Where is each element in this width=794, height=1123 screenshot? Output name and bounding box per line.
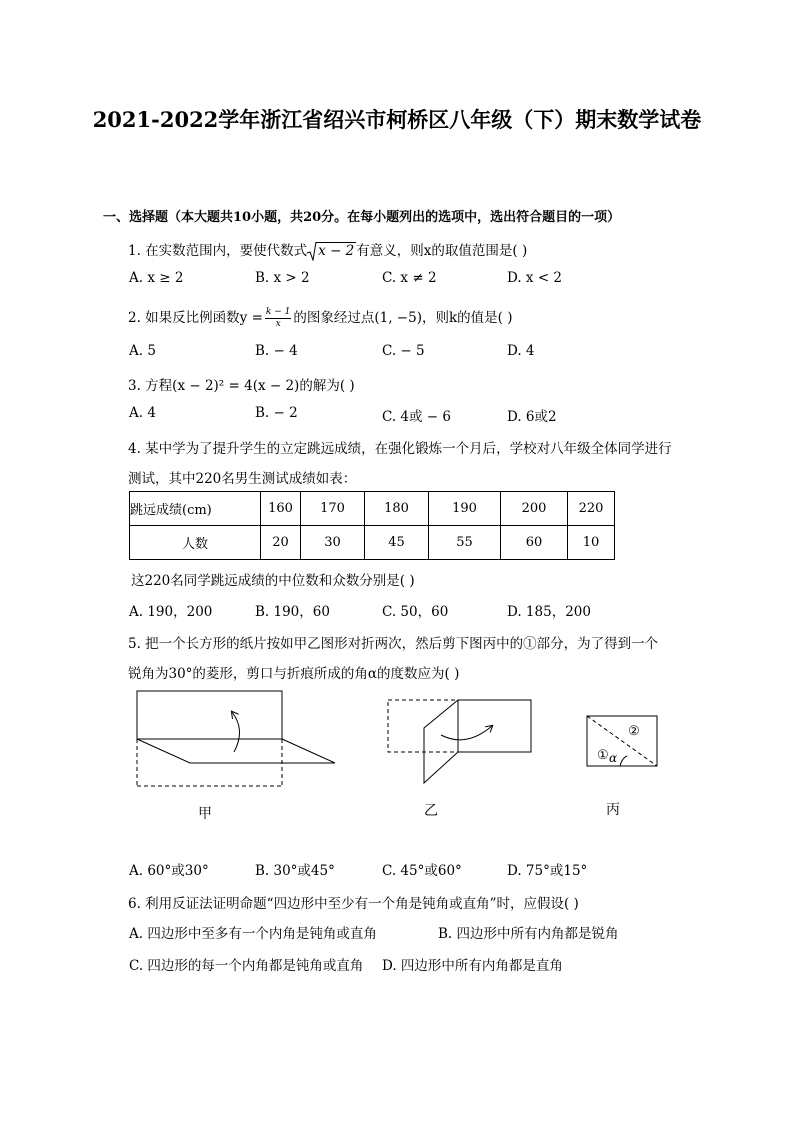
question-4-line2: 测试，其中220名男生测试成绩如表：: [128, 471, 357, 487]
table-cell: 10: [568, 526, 615, 560]
q5-option-c[interactable]: C. 45°或60°: [382, 863, 462, 879]
q1-option-b[interactable]: B. x > 2: [255, 270, 310, 286]
table-cell: 160: [261, 492, 301, 526]
question-4-ask: 这220名同学跳远成绩的中位数和众数分别是( ): [131, 573, 415, 589]
table-cell: 60: [501, 526, 568, 560]
q4-option-b[interactable]: B. 190，60: [255, 604, 330, 620]
table-row-label: 人数: [130, 526, 261, 560]
q1-option-c[interactable]: C. x ≠ 2: [382, 270, 437, 286]
question-4-line1: 4. 某中学为了提升学生的立定跳远成绩，在强化锻炼一个月后，学校对八年级全体同学进行: [128, 441, 672, 457]
table-cell: 55: [429, 526, 501, 560]
table-cell: 200: [501, 492, 568, 526]
q2-option-a[interactable]: A. 5: [129, 343, 156, 359]
figure-label-bing: 丙: [606, 802, 620, 818]
question-5-line1: 5. 把一个长方形的纸片按如甲乙图形对折两次，然后剪下图丙中的①部分，为了得到一个: [128, 636, 659, 652]
q2-stem-b: 的图象经过点(1, −5)，则k的值是( ): [293, 310, 513, 326]
q5-option-b[interactable]: B. 30°或45°: [255, 863, 335, 879]
q6-option-c[interactable]: C. 四边形的每一个内角都是钝角或直角: [129, 958, 364, 974]
q3-option-c[interactable]: C. 4或 − 6: [382, 409, 452, 425]
figure-jia: [137, 691, 335, 786]
table-cell: 30: [301, 526, 365, 560]
q2-option-b[interactable]: B. − 4: [255, 343, 298, 359]
q6-option-a[interactable]: A. 四边形中至多有一个内角是钝角或直角: [129, 926, 377, 942]
question-3: 3. 方程(x − 2)² = 4(x − 2)的解为( ): [128, 378, 355, 394]
table-cell: 220: [568, 492, 615, 526]
q1-stem-a: 1. 在实数范围内，要使代数式: [128, 243, 308, 259]
figure-yi: [388, 700, 531, 783]
table-cell: 45: [365, 526, 429, 560]
q4-option-d[interactable]: D. 185，200: [507, 604, 591, 620]
q4-option-c[interactable]: C. 50，60: [382, 604, 449, 620]
table-row-label: 跳远成绩(cm): [130, 492, 261, 526]
q2-stem-a: 2. 如果反比例函数y =: [128, 310, 263, 326]
piece-label-2: ②: [628, 724, 640, 739]
question-5-line2: 锐角为30°的菱形，剪口与折痕所成的角α的度数应为( ): [128, 666, 460, 682]
q1-stem-b: 有意义，则x的取值范围是( ): [356, 243, 528, 259]
q6-option-d[interactable]: D. 四边形中所有内角都是直角: [382, 958, 563, 974]
q1-option-d[interactable]: D. x < 2: [507, 270, 563, 286]
q3-option-a[interactable]: A. 4: [129, 405, 156, 421]
table-cell: 170: [301, 492, 365, 526]
figure-label-yi: 乙: [424, 803, 438, 819]
q1-radical: x − 2: [307, 243, 356, 259]
q1-option-a[interactable]: A. x ≥ 2: [129, 270, 184, 286]
q5-option-d[interactable]: D. 75°或15°: [507, 863, 588, 879]
q6-option-b[interactable]: B. 四边形中所有内角都是锐角: [438, 926, 619, 942]
piece-label-1: ①: [597, 748, 609, 763]
table-cell: 180: [365, 492, 429, 526]
question-6: 6. 利用反证法证明命题“四边形中至少有一个角是钝角或直角”时，应假设( ): [128, 896, 579, 912]
q3-option-b[interactable]: B. − 2: [255, 405, 298, 421]
table-cell: 190: [429, 492, 501, 526]
q5-option-a[interactable]: A. 60°或30°: [129, 863, 209, 879]
figure-label-jia: 甲: [198, 806, 212, 822]
q4-option-a[interactable]: A. 190，200: [129, 604, 213, 620]
table-cell: 20: [261, 526, 301, 560]
q3-option-d[interactable]: D. 6或2: [507, 409, 557, 425]
q2-option-d[interactable]: D. 4: [507, 343, 535, 359]
q2-fraction: $\frac{k - 1}{x}$: [265, 307, 291, 329]
page-title: 2021-2022学年浙江省绍兴市柯桥区八年级（下）期末数学试卷: [92, 107, 702, 132]
section-heading: 一、选择题（本大题共10小题，共20分。在每小题列出的选项中，选出符合题目的一项）: [103, 210, 621, 225]
angle-alpha-label: α: [609, 751, 618, 765]
q2-option-c[interactable]: C. − 5: [382, 343, 425, 359]
